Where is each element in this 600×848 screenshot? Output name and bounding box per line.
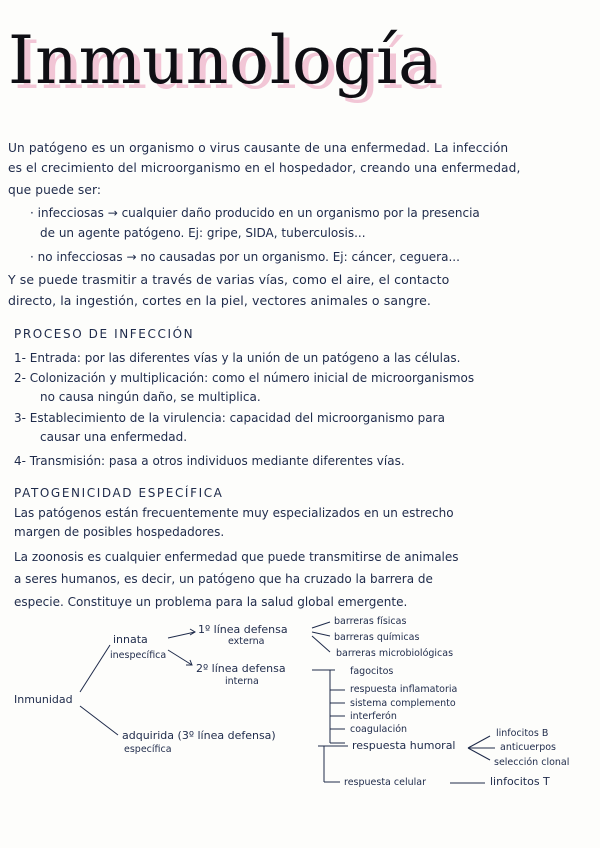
- step-2-cont: no causa ningún daño, se multiplica.: [40, 390, 261, 404]
- barrier-microbiological: barreras microbiológicas: [336, 648, 454, 659]
- page-title: Inmunología: [8, 22, 439, 99]
- internal-coagulation: coagulación: [350, 724, 408, 735]
- type-noninfectious: · no infecciosas → no causadas por un organismo. Ej: cáncer, ceguera...: [30, 250, 460, 264]
- diagram-acquired-sub: específica: [124, 744, 172, 755]
- heading-process: PROCESO DE INFECCIÓN: [14, 327, 195, 341]
- heading-pathogenicity: PATOGENICIDAD ESPECÍFICA: [14, 486, 224, 500]
- path-line-1: Las patógenos están frecuentemente muy especializados en un estrecho: [14, 506, 454, 520]
- cellular-t-cells: linfocitos T: [490, 775, 550, 788]
- intro-line-3: que puede ser:: [8, 183, 102, 197]
- barrier-physical: barreras físicas: [334, 616, 407, 627]
- path-line-5: especie. Constituye un problema para la salud global emergente.: [14, 595, 408, 609]
- diagram-root: Inmunidad: [14, 693, 73, 706]
- diagram-second-line-sub: interna: [225, 676, 259, 687]
- diagram-humoral: respuesta humoral: [352, 739, 456, 752]
- diagram-first-line: 1º línea defensa: [198, 623, 288, 636]
- step-2: 2- Colonización y multiplicación: como el número inicial de microorganismos: [14, 371, 475, 385]
- diagram-cellular: respuesta celular: [344, 777, 426, 788]
- path-line-2: margen de posibles hospedadores.: [14, 525, 225, 539]
- humoral-antibodies: anticuerpos: [500, 742, 556, 753]
- diagram-acquired: adquirida (3º línea defensa): [122, 729, 276, 742]
- diagram-innate-sub: inespecífica: [110, 650, 167, 661]
- step-4: 4- Transmisión: pasa a otros individuos mediante diferentes vías.: [14, 454, 405, 468]
- internal-phagocytes: fagocitos: [350, 666, 394, 677]
- intro-line-2: es el crecimiento del microorganismo en el hospedador, creando una enfermedad,: [8, 161, 521, 175]
- routes-line-2: directo, la ingestión, cortes en la piel, vectores animales o sangre.: [8, 293, 431, 308]
- step-3: 3- Establecimiento de la virulencia: capacidad del microorganismo para: [14, 411, 445, 425]
- path-line-4: a seres humanos, es decir, un patógeno que ha cruzado la barrera de: [14, 572, 433, 586]
- type-infectious-cont: de un agente patógeno. Ej: gripe, SIDA, tuberculosis...: [40, 226, 366, 240]
- path-line-3: La zoonosis es cualquier enfermedad que puede transmitirse de animales: [14, 550, 459, 564]
- humoral-clonal-selection: selección clonal: [494, 757, 570, 768]
- routes-line-1: Y se puede trasmitir a través de varias vías, como el aire, el contacto: [8, 272, 450, 287]
- step-3-cont: causar una enfermedad.: [40, 430, 188, 444]
- diagram-innate: innata: [113, 633, 148, 646]
- barrier-chemical: barreras químicas: [334, 632, 420, 643]
- internal-inflammatory: respuesta inflamatoria: [350, 684, 458, 695]
- diagram-second-line: 2º línea defensa: [196, 662, 286, 675]
- diagram-first-line-sub: externa: [228, 636, 265, 647]
- internal-interferon: interferón: [350, 711, 397, 722]
- humoral-b-cells: linfocitos B: [496, 728, 549, 739]
- intro-line-1: Un patógeno es un organismo o virus causante de una enfermedad. La infección: [8, 141, 509, 155]
- type-infectious: · infecciosas → cualquier daño producido en un organismo por la presencia: [30, 206, 480, 220]
- internal-complement: sistema complemento: [350, 698, 456, 709]
- step-1: 1- Entrada: por las diferentes vías y la unión de un patógeno a las células.: [14, 351, 461, 365]
